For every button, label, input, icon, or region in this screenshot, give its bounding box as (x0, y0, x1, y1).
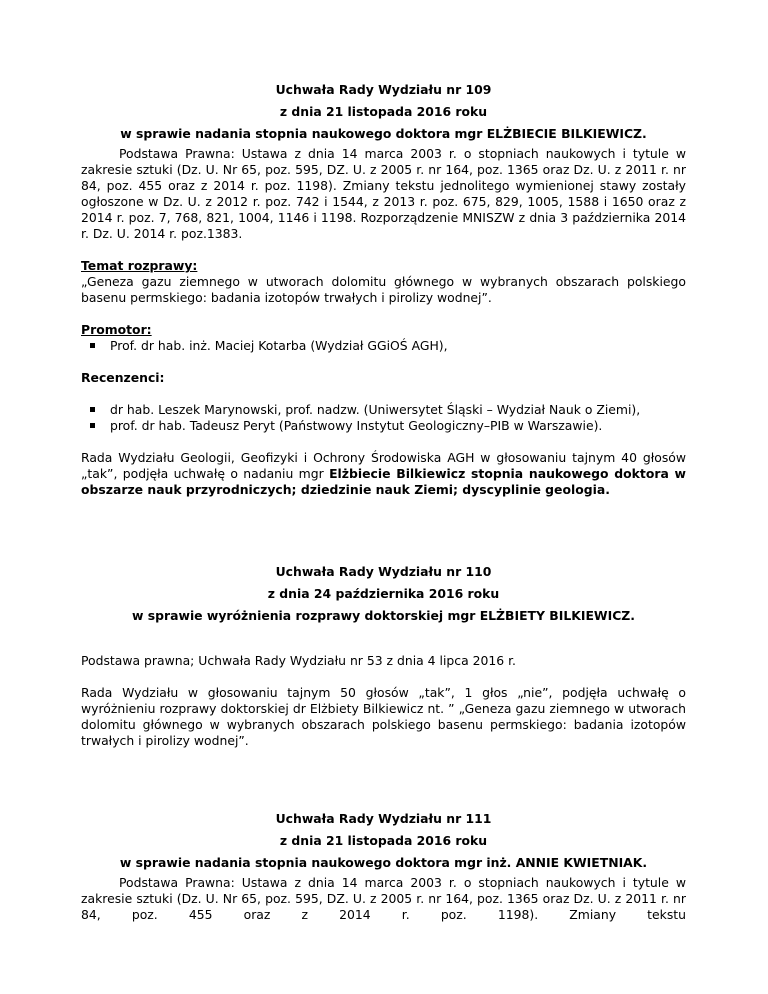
resolution-subject: w sprawie nadania stopnia naukowego doktora mgr ELŻBIECIE BILKIEWICZ. (120, 126, 647, 141)
promotor-label: Promotor: (81, 322, 152, 337)
bullet-icon (90, 423, 95, 428)
resolution-date: z dnia 21 listopada 2016 roku (279, 833, 488, 848)
document-page (81, 70, 686, 923)
decision-paragraph: Rada Wydziału w głosowaniu tajnym 50 głosów „tak”, 1 głos „nie”, podjęła uchwałę o wyróżnieniu rozprawy doktorskiej dr Elżbiety Bilkiewicz nt. ” „Geneza gazu ziemnego w utworach dolomitu głównego w wybranych obszarach polskiego basenu permskiego: badania izotopów trwałych i pirolizy wodnej”. (81, 685, 686, 748)
resolution-109 (81, 82, 686, 498)
resolution-date: z dnia 24 października 2016 roku (267, 586, 500, 601)
resolution-110 (81, 564, 686, 749)
legal-basis: Podstawa Prawna: Ustawa z dnia 14 marca 2003 r. o stopniach naukowych i tytule w zakresie sztuki (Dz. U. Nr 65, poz. 595, DZ. U. z 2005 r. nr 164, poz. 1365 oraz Dz. U. z 2011 r. nr 84, poz. 455 oraz z 2014 r. poz. 1198). Zmiany tekstu jednolitego wymienionej stawy zostały ogłoszone w Dz. U. z 2012 r. poz. 742 i 1544, z 2013 r. poz. 675, 829, 1005, 1588 i 1650 oraz z 2014 r. poz. 7, 768, 821, 1004, 1146 i 1198. Rozporządzenie MNISZW z dnia 3 października 2014 r. Dz. U. 2014 r. poz.1383. (81, 146, 686, 241)
resolution-111 (81, 811, 686, 923)
topic-text: „Geneza gazu ziemnego w utworach dolomitu głównego w wybranych obszarach polskiego basenu permskiego: badania izotopów trwałych i pirolizy wodnej”. (81, 274, 686, 305)
reviewers-list (81, 402, 686, 434)
resolution-subject: w sprawie wyróżnienia rozprawy doktorskiej mgr ELŻBIETY BILKIEWICZ. (132, 608, 635, 623)
resolution-subject: w sprawie nadania stopnia naukowego doktora mgr inż. ANNIE KWIETNIAK. (119, 855, 648, 870)
resolution-title: Uchwała Rady Wydziału nr 109 (275, 82, 492, 97)
resolution-date: z dnia 21 listopada 2016 roku (279, 104, 488, 119)
bullet-icon (90, 343, 95, 348)
resolution-title: Uchwała Rady Wydziału nr 111 (275, 811, 492, 826)
bullet-icon (90, 407, 95, 412)
reviewers-label: Recenzenci: (81, 370, 165, 385)
decision-paragraph: Rada Wydziału Geologii, Geofizyki i Ochrony Środowiska AGH w głosowaniu tajnym 40 głosów „tak”, podjęła uchwałę o nadaniu mgr Elżbiecie Bilkiewicz stopnia naukowego doktora w obszarze nauk przyrodniczych; dziedzinie nauk Ziemi; dyscyplinie geologia. (81, 450, 686, 497)
list-item: prof. dr hab. Tadeusz Peryt (Państwowy Instytut Geologiczny–PIB w Warszawie). (81, 418, 686, 434)
topic-label: Temat rozprawy: (81, 258, 198, 273)
promotor-list (81, 338, 686, 354)
legal-basis: Podstawa prawna; Uchwała Rady Wydziału nr 53 z dnia 4 lipca 2016 r. (81, 653, 516, 668)
resolution-title: Uchwała Rady Wydziału nr 110 (275, 564, 492, 579)
list-item: dr hab. Leszek Marynowski, prof. nadzw. (Uniwersytet Śląski – Wydział Nauk o Ziemi), (81, 402, 686, 418)
list-item: Prof. dr hab. inż. Maciej Kotarba (Wydział GGiOŚ AGH), (81, 338, 686, 354)
legal-basis: Podstawa Prawna: Ustawa z dnia 14 marca 2003 r. o stopniach naukowych i tytule w zakresie sztuki (Dz. U. Nr 65, poz. 595, DZ. U. z 2005 r. nr 164, poz. 1365 oraz Dz. U. z 2011 r. nr 84, poz. 455 oraz z 2014 r. poz. 1198). Zmiany tekstu (81, 875, 686, 922)
